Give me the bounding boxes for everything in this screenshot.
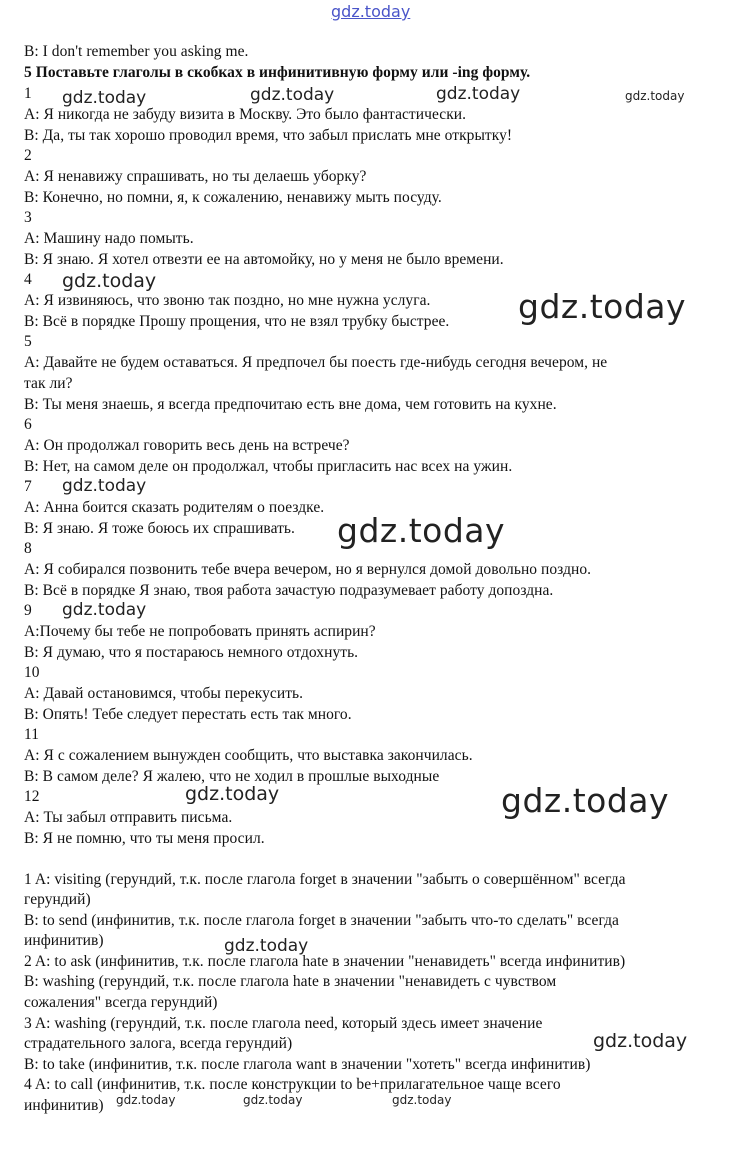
text-line: В: Я знаю. Я тоже боюсь их спрашивать. [24,520,295,537]
text-line: А: Машину надо помыть. [24,230,194,247]
watermark: gdz.today [625,89,685,103]
text-line: А: Он продолжал говорить весь день на встрече? [24,437,350,454]
watermark: gdz.today [62,88,147,108]
text-line: А: Я никогда не забуду визита в Москву. Это было фантастически. [24,106,467,123]
text-line: В: Да, ты так хорошо проводил время, что забыл прислать мне открытку! [24,127,513,144]
watermark: gdz.today [185,783,280,805]
item-number: 4 [24,271,32,288]
text-line: В: Я не помню, что ты меня просил. [24,830,265,847]
answer-line: сожаления" всегда герундий) [24,994,218,1011]
text-line: В: Ты меня знаешь, я всегда предпочитаю есть вне дома, чем готовить на кухне. [24,396,557,413]
answer-line: инфинитив) [24,932,104,949]
answer-line: 2 A: to ask (инфинитив, т.к. после глагола hate в значении "ненавидеть" всегда инфинитив) [24,953,626,970]
text-line: В: Я думаю, что я постараюсь немного отдохнуть. [24,644,359,661]
item-number: 11 [24,726,40,743]
text-line: А: Я с сожалением вынужден сообщить, что выставка закончилась. [24,747,473,764]
item-number: 7 [24,478,32,495]
answer-line: страдательного залога, всегда герундий) [24,1035,293,1052]
answer-line: 3 A: washing (герундий, т.к. после глагола need, который здесь имеет значение [24,1015,543,1032]
answer-line: B: to send (инфинитив, т.к. после глагола forget в значении "забыть что-то сделать" всегда [24,912,619,929]
watermark: gdz.today [593,1030,688,1052]
watermark: gdz.today [392,1093,452,1107]
watermark: gdz.today [518,287,687,326]
item-number: 6 [24,416,32,433]
item-number: 2 [24,147,32,164]
text-line: так ли? [24,375,73,392]
text-line: B: I don't remember you asking me. [24,43,249,60]
answer-line: инфинитив) [24,1097,104,1114]
text-line: А: Анна боится сказать родителям о поездке. [24,499,325,516]
header-watermark-link[interactable]: gdz.today [331,2,411,21]
text-line: В: Конечно, но помни, я, к сожалению, ненавижу мыть посуду. [24,189,442,206]
text-line: А: Я извиняюсь, что звоню так поздно, но мне нужна услуга. [24,292,431,309]
watermark: gdz.today [243,1093,303,1107]
answer-line: 1 A: visiting (герундий, т.к. после глагола forget в значении "забыть о совершённом" всегда [24,871,626,888]
text-line: В: Опять! Тебе следует перестать есть так много. [24,706,352,723]
watermark: gdz.today [337,511,506,550]
answer-line: B: to take (инфинитив, т.к. после глагола want в значении "хотеть" всегда инфинитив) [24,1056,591,1073]
text-line: А: Я собирался позвонить тебе вчера вечером, но я вернулся домой довольно поздно. [24,561,592,578]
item-number: 5 [24,333,32,350]
watermark: gdz.today [62,600,147,620]
text-line: А: Ты забыл отправить письма. [24,809,233,826]
watermark: gdz.today [501,781,670,820]
text-line: В: Всё в порядке Я знаю, твоя работа зачастую подразумевает работу допоздна. [24,582,554,599]
exercise-heading: 5 Поставьте глаголы в скобках в инфинитивную форму или -ing форму. [24,64,531,81]
item-number: 10 [24,664,40,681]
watermark: gdz.today [62,270,157,292]
watermark: gdz.today [62,476,147,496]
text-line: В: Нет, на самом деле он продолжал, чтобы пригласить нас всех на ужин. [24,458,513,475]
answer-line: герундий) [24,891,91,908]
text-line: В: Я знаю. Я хотел отвезти ее на автомойку, но у меня не было времени. [24,251,504,268]
text-line: А: Давайте не будем оставаться. Я предпочел бы поесть где-нибудь сегодня вечером, не [24,354,608,371]
answer-line: B: washing (герундий, т.к. после глагола hate в значении "ненавидеть с чувством [24,973,557,990]
item-number: 8 [24,540,32,557]
item-number: 12 [24,788,40,805]
text-line: А: Я ненавижу спрашивать, но ты делаешь уборку? [24,168,367,185]
item-number: 9 [24,602,32,619]
answer-line: 4 A: to call (инфинитив, т.к. после конструкции to be+прилагательное чаще всего [24,1076,561,1093]
watermark: gdz.today [116,1093,176,1107]
watermark: gdz.today [436,84,521,104]
text-line: В: Всё в порядке Прошу прощения, что не взял трубку быстрее. [24,313,450,330]
text-line: А: Давай остановимся, чтобы перекусить. [24,685,304,702]
watermark: gdz.today [224,936,309,956]
item-number: 3 [24,209,32,226]
item-number: 1 [24,85,32,102]
text-line: В: В самом деле? Я жалею, что не ходил в прошлые выходные [24,768,440,785]
watermark: gdz.today [250,85,335,105]
text-line: А:Почему бы тебе не попробовать принять аспирин? [24,623,376,640]
